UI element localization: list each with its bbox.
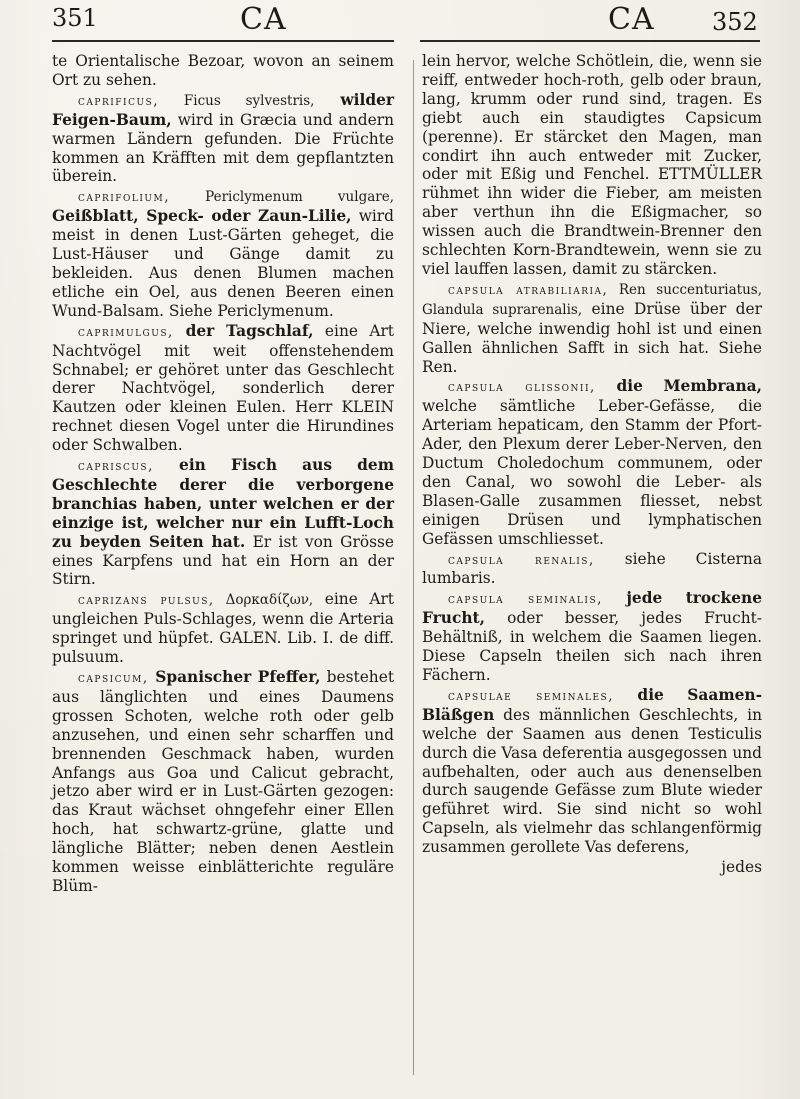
entry-headword: caprizans pulsus, [78, 592, 215, 609]
entry-text: Er ist von Grösse eines Karpfens und hat ein Horn an der Stirn. [52, 532, 394, 589]
entry-headword: capsula glissonii, [448, 379, 596, 396]
entry-text: eine Art ungleichen Puls-Schlages, wenn die Arteria springet und hüpfet. GALEN. Lib. I. de diff. pulsuum. [52, 590, 394, 667]
continued-text: lein hervor, welche Schötlein, die, wenn sie reiff, entweder hoch-roth, gelb oder braun, lang, krumm oder rund sind, tragen. Es giebt auch ein staudigtes Capsicum (perenne). Er stärcket den Magen, man condirt ihn auch entweder mit Zucker, oder mit Eßig und Fenchel. ETTMÜLLER rühmet ihn wider die Fieber, am meisten aber verthun ihn die Eßigmacher, so wissen auch die Brandtwein-Brenner den schlechten Korn-Brandtewein, wenn sie zu viel lauffen lassen, damit zu stärcken. [422, 52, 762, 278]
dictionary-entry [52, 187, 394, 320]
entry-text: siehe Cisterna lumbaris. [422, 549, 763, 588]
dictionary-entry [422, 686, 762, 857]
entry-headword: capriscus, [78, 458, 154, 475]
entry-latin-name: Periclymenum vulgare, [170, 189, 394, 206]
entry-text: bestehet aus länglichten und eines Daumens grossen Schoten, welche roth oder gelb anzusehen, und einen sehr scharffen und brennenden Geschmack haben, wurden Anfangs aus Goa und Calicut gebracht, jetzo aber wird er in Lust-Gärten gezogen: das Kraut wächset ohngefehr einer Ellen hoch, hat schwartz-grüne, glatte und längliche Blätter; neben denen Aestlein kommen weisse einblätterichte reguläre Blüm- [52, 668, 395, 895]
running-head-left: CA [240, 2, 287, 37]
header-rule-right [420, 40, 760, 42]
running-head-right: CA [608, 2, 655, 37]
entry-german-term: Geißblatt, Speck- oder Zaun-Lilie, [52, 207, 352, 226]
entry-german-term: die Membrana, [595, 377, 762, 396]
entry-latin-name: Δορκαδίζων, [214, 592, 314, 609]
entry-german-term: ein Fisch aus dem Geschlechte derer die verborgene branchias haben, unter welchen er der einzige ist, welcher nur ein Lufft-Loch zu beyden Seiten hat. [52, 456, 394, 551]
catchword: jedes [721, 858, 762, 877]
entry-text: wird meist in denen Lust-Gärten geheget, die Lust-Häuser und Gänge damit zu bekleiden. Aus denen Blumen machen etliche ein Oel, aus denen Beeren einen Wund-Balsam. Siehe Periclymenum. [52, 207, 394, 320]
entry-text: welche sämtliche Leber-Gefässe, die Arteriam hepaticam, den Stamm der Pfort-Ader, den Plexum derer Leber-Nerven, den Ductum Choledochum communem, oder den Canal, wo sowohl die Leber- als Blasen-Galle zusammen fliesset, nebst einigen Drüsen und lymphatischen Gefässen umschliesset. [422, 397, 762, 548]
entry-german-term: Spanischer Pfeffer, [148, 668, 321, 686]
dictionary-entry [52, 91, 394, 187]
entry-german-term: jede trockene Frucht, [422, 589, 762, 628]
entry-text: des männlichen Geschlechts, in welche der Saamen aus denen Testiculis durch die Vasa deferentia ausgegossen und aufbehalten, oder auch aus denenselben durch saugende Gefässe zum Blute wieder geführet wird. Sie sind nicht so wohl Capseln, als vielmehr das schlangenförmig zusammen gerollete Vas deferens, [422, 705, 762, 857]
page-number-left: 351 [52, 4, 98, 32]
entry-headword: capsula atrabiliaria, [448, 281, 609, 298]
entry-text: oder besser, jedes Frucht-Behältniß, in welchem die Saamen liegen. Diese Capseln theilen sich nach ihren Fächern. [422, 609, 762, 684]
entry-german-term: wilder Feigen-Baum, [52, 90, 394, 129]
dictionary-entry [52, 456, 394, 589]
entry-headword: caprificus, [78, 92, 160, 109]
dictionary-entry [422, 280, 762, 377]
entry-latin-name: Ren succenturiatus, Glandula suprarenalis, [422, 281, 763, 318]
entry-german-term: die Saamen-Bläßgen [422, 685, 762, 724]
entry-headword: capsulae seminales, [448, 687, 614, 704]
dictionary-entry [422, 589, 762, 685]
entry-latin-name: Ficus sylvestris, [159, 92, 315, 109]
entry-text: eine Drüse über der Niere, welche inwendig hohl ist und einen Gallen ähnlichen Safft in sich hat. Siehe Ren. [422, 299, 762, 376]
entry-headword: caprifolium, [78, 189, 171, 206]
entry-text: wird in Græcia und andern warmen Ländern gefunden. Die Früchte kommen an Kräfften mit dem gepflantzten überein. [52, 110, 394, 186]
dictionary-entry [422, 377, 762, 548]
page-number-right: 352 [712, 8, 758, 36]
header-rule-left [52, 40, 394, 42]
entry-headword: capsula seminalis, [448, 591, 603, 608]
dictionary-entry [52, 322, 394, 455]
entry-text: eine Art Nachtvögel mit weit offenstehendem Schnabel; er gehöret unter das Geschlecht derer Nachtvögel, sonderlich derer Kautzen oder kleinen Eulen. Herr KLEIN rechnet diesen Vogel unter die Hirundines oder Schwalben. [52, 321, 394, 455]
dictionary-entry [422, 550, 762, 589]
continued-text: te Orientalische Bezoar, wovon an seinem Ort zu sehen. [52, 52, 394, 89]
right-column [422, 52, 762, 878]
left-column [52, 52, 394, 897]
entry-headword: caprimulgus, [78, 323, 174, 340]
dictionary-entry [52, 590, 394, 667]
column-divider [413, 60, 414, 1075]
entry-german-term: der Tagschlaf, [173, 321, 314, 340]
entry-headword: capsicum, [78, 670, 149, 686]
entry-headword: capsula renalis, [448, 551, 595, 568]
dictionary-entry [52, 668, 394, 896]
